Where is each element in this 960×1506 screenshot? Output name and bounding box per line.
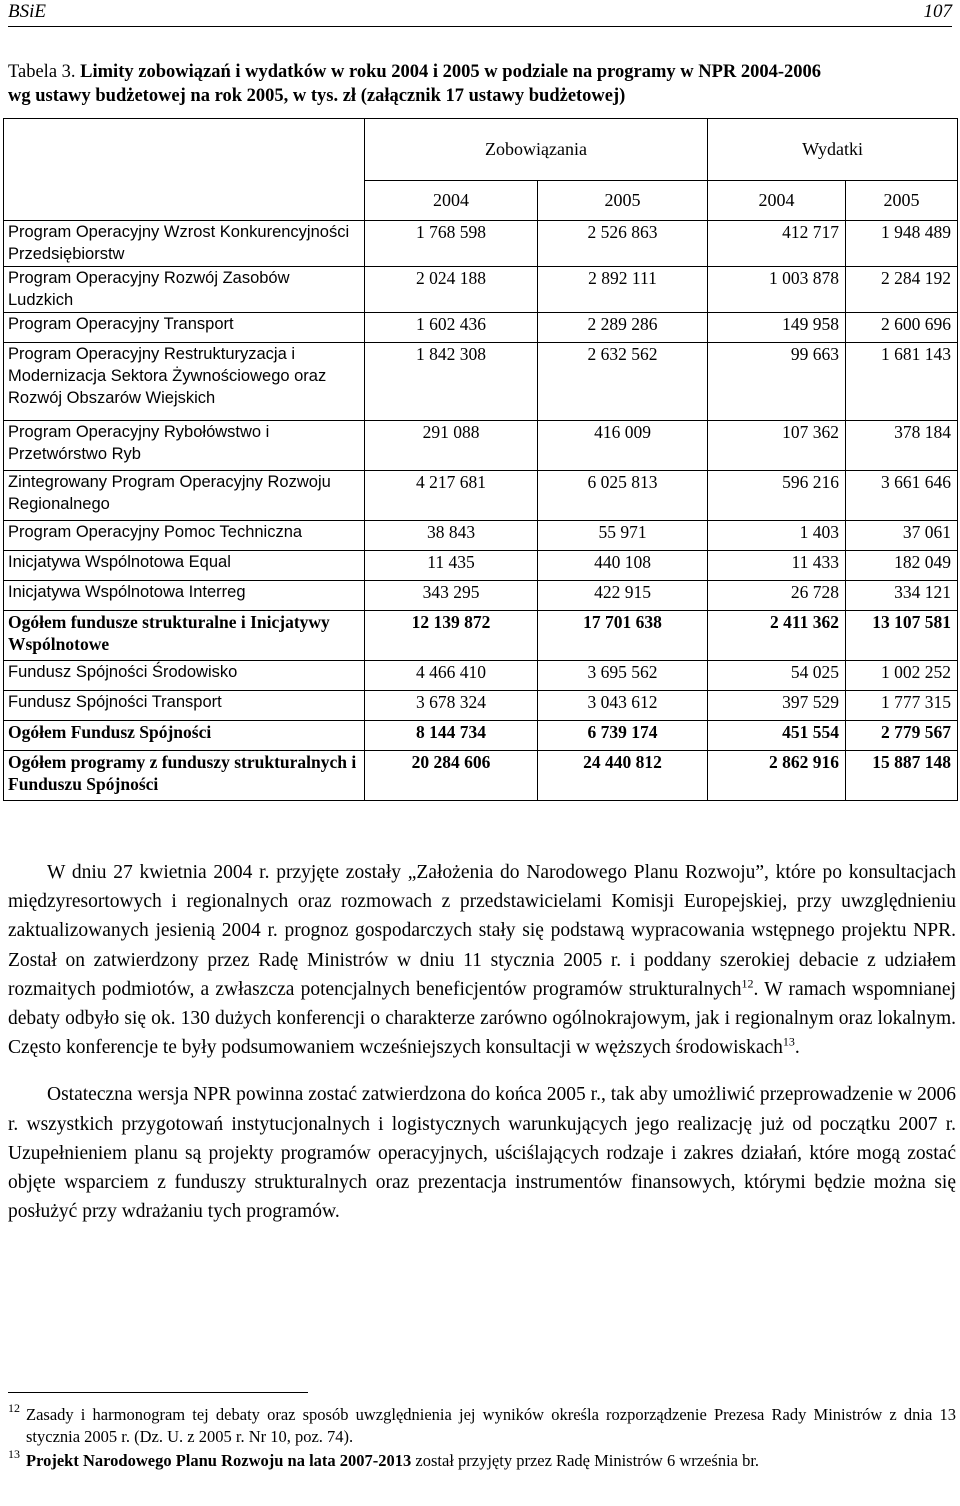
table-row [4, 691, 958, 721]
row-value: 440 108 [538, 551, 708, 581]
row-label: Ogółem fundusze strukturalne i Inicjatywy Wspólnotowe [4, 611, 365, 661]
row-value: 3 661 646 [846, 471, 958, 521]
footnote-ref-13[interactable]: 13 [782, 1034, 795, 1049]
body-text [8, 858, 956, 1226]
row-value: 1 403 [708, 521, 846, 551]
header-wydatki: Wydatki [708, 119, 958, 181]
table-row [4, 521, 958, 551]
footnote-13 [8, 1447, 956, 1472]
row-value: 8 144 734 [365, 721, 538, 751]
table-row [4, 221, 958, 267]
row-value: 20 284 606 [365, 751, 538, 801]
row-value: 17 701 638 [538, 611, 708, 661]
row-value: 397 529 [708, 691, 846, 721]
row-value: 182 049 [846, 551, 958, 581]
footnote-separator [8, 1392, 308, 1393]
row-value: 37 061 [846, 521, 958, 551]
row-value: 2 024 188 [365, 267, 538, 313]
row-value: 24 440 812 [538, 751, 708, 801]
header-year: 2005 [538, 181, 708, 221]
journal-abbrev: BSiE [8, 1, 46, 22]
row-value: 334 121 [846, 581, 958, 611]
header-year: 2004 [365, 181, 538, 221]
row-value: 3 678 324 [365, 691, 538, 721]
table-row [4, 551, 958, 581]
row-value: 3 043 612 [538, 691, 708, 721]
row-value: 422 915 [538, 581, 708, 611]
caption-title: Limity zobowiązań i wydatków w roku 2004 i 2005 w podziale na programy w NPR 2004-2006 [80, 62, 822, 82]
row-value: 1 602 436 [365, 313, 538, 343]
row-value: 26 728 [708, 581, 846, 611]
row-value: 1 948 489 [846, 221, 958, 267]
footnote-text: Zasady i harmonogram tej debaty oraz sposób uwzględnienia jej wyników określa rozporządzenie Prezesa Rady Ministrów z dnia 13 stycznia 2005 r. (Dz. U. z 2005 r. Nr 10, poz. 74). [26, 1405, 956, 1446]
row-value: 1 777 315 [846, 691, 958, 721]
row-value: 149 958 [708, 313, 846, 343]
row-value: 2 632 562 [538, 343, 708, 421]
table-row [4, 721, 958, 751]
row-value: 2 600 696 [846, 313, 958, 343]
row-label: Zintegrowany Program Operacyjny Rozwoju Regionalnego [4, 471, 365, 521]
row-value: 11 435 [365, 551, 538, 581]
row-label: Program Operacyjny Wzrost Konkurencyjności Przedsiębiorstw [4, 221, 365, 267]
row-value: 451 554 [708, 721, 846, 751]
footnote-bold-title: Projekt Narodowego Planu Rozwoju na lata 2007-2013 [26, 1451, 412, 1470]
page-number: 107 [923, 1, 952, 22]
row-value: 12 139 872 [365, 611, 538, 661]
row-label: Inicjatywa Wspólnotowa Equal [4, 551, 365, 581]
row-value: 2 862 916 [708, 751, 846, 801]
row-label: Ogółem Fundusz Spójności [4, 721, 365, 751]
row-value: 107 362 [708, 421, 846, 471]
row-label: Program Operacyjny Transport [4, 313, 365, 343]
row-value: 2 284 192 [846, 267, 958, 313]
row-value: 412 717 [708, 221, 846, 267]
caption-title-cont: wg ustawy budżetowej na rok 2005, w tys. zł (załącznik 17 ustawy budżetowej) [8, 86, 626, 106]
row-value: 1 002 252 [846, 661, 958, 691]
row-label: Program Operacyjny Pomoc Techniczna [4, 521, 365, 551]
table-row [4, 421, 958, 471]
row-value: 6 739 174 [538, 721, 708, 751]
row-value: 2 892 111 [538, 267, 708, 313]
header-zobowiazania: Zobowiązania [365, 119, 708, 181]
row-value: 2 526 863 [538, 221, 708, 267]
row-value: 38 843 [365, 521, 538, 551]
row-label: Fundusz Spójności Transport [4, 691, 365, 721]
table-row [4, 313, 958, 343]
row-value: 55 971 [538, 521, 708, 551]
row-value: 596 216 [708, 471, 846, 521]
row-value: 2 289 286 [538, 313, 708, 343]
table-row [4, 267, 958, 313]
paragraph-1-part: . [794, 1037, 800, 1059]
row-value: 1 681 143 [846, 343, 958, 421]
row-value: 1 842 308 [365, 343, 538, 421]
paragraph-1 [8, 858, 956, 1062]
row-label: Program Operacyjny Rozwój Zasobów Ludzkich [4, 267, 365, 313]
footnote-12 [8, 1401, 956, 1448]
row-value: 6 025 813 [538, 471, 708, 521]
row-value: 15 887 148 [846, 751, 958, 801]
header-corner [4, 119, 365, 221]
row-value: 4 466 410 [365, 661, 538, 691]
header-year: 2005 [846, 181, 958, 221]
paragraph-2: Ostateczna wersja NPR powinna zostać zatwierdzona do końca 2005 r., tak aby umożliwić przeprowadzenie w 2006 r. wszystkich przygotowań instytucjonalnych i logistycznych warunkujących jego realizację już od początku 2007 r. Uzupełnieniem planu są projekty programów operacyjnych, uściślających rodzaje i zakres działań, które mogą zostać objęte wsparciem z funduszy strukturalnych oraz prezentacja instrumentów finansowych, którymi będzie można się posłużyć przy wdrażaniu tych programów. [8, 1084, 956, 1223]
table-row [4, 661, 958, 691]
footnote-number: 13 [8, 1447, 20, 1461]
footnote-text: został przyjęty przez Radę Ministrów 6 września br. [411, 1451, 760, 1470]
row-value: 11 433 [708, 551, 846, 581]
row-value: 99 663 [708, 343, 846, 421]
footnotes [8, 1401, 956, 1472]
footnote-ref-12[interactable]: 12 [741, 976, 754, 991]
budget-table [3, 118, 958, 801]
header-year: 2004 [708, 181, 846, 221]
row-value: 1 003 878 [708, 267, 846, 313]
footnote-number: 12 [8, 1401, 20, 1415]
row-value: 378 184 [846, 421, 958, 471]
table-row [4, 343, 958, 421]
caption-prefix: Tabela 3. [8, 62, 81, 82]
row-value: 291 088 [365, 421, 538, 471]
row-value: 343 295 [365, 581, 538, 611]
table-row [4, 471, 958, 521]
table-row [4, 611, 958, 661]
table-caption [8, 60, 958, 108]
row-value: 4 217 681 [365, 471, 538, 521]
paragraph-1-part: W dniu 27 kwietnia 2004 r. przyjęte zostały „Założenia do Narodowego Planu Rozwoju”, które po konsultacjach międzyresortowych i regionalnych oraz rozmowach z przedstawicielami Komisji Europejskiej, przy uwzględnieniu zaktualizowanych jesienią 2004 r. prognoz gospodarczych stały się podstawą wypracowania wstępnego projektu NPR. Został on zatwierdzony przez Radę Ministrów w dniu 11 stycznia 2005 r. i poddany szerokiej debacie z udziałem rozmaitych podmiotów, a zwłaszcza potencjalnych beneficjentów programów strukturalnych [8, 862, 956, 1000]
row-value: 2 411 362 [708, 611, 846, 661]
row-value: 54 025 [708, 661, 846, 691]
running-header [8, 0, 952, 27]
row-value: 3 695 562 [538, 661, 708, 691]
paragraph-1-part: . W ramach wspomnianej debaty odbyło się ok. 130 dużych konferencji o charakterze zarówno ogólnokrajowym, jak i regionalnym oraz lokalnym. Często konferencje te były podsumowaniem wcześniejszych konsultacji w węższych środowiskach [8, 978, 956, 1059]
row-value: 416 009 [538, 421, 708, 471]
row-label: Program Operacyjny Restrukturyzacja i Modernizacja Sektora Żywnościowego oraz Rozwój Obszarów Wiejskich [4, 343, 365, 421]
row-label: Inicjatywa Wspólnotowa Interreg [4, 581, 365, 611]
table-row [4, 581, 958, 611]
row-label: Ogółem programy z funduszy strukturalnych i Funduszu Spójności [4, 751, 365, 801]
row-value: 2 779 567 [846, 721, 958, 751]
row-value: 13 107 581 [846, 611, 958, 661]
table-row [4, 751, 958, 801]
row-value: 1 768 598 [365, 221, 538, 267]
row-label: Fundusz Spójności Środowisko [4, 661, 365, 691]
row-label: Program Operacyjny Rybołówstwo i Przetwórstwo Ryb [4, 421, 365, 471]
